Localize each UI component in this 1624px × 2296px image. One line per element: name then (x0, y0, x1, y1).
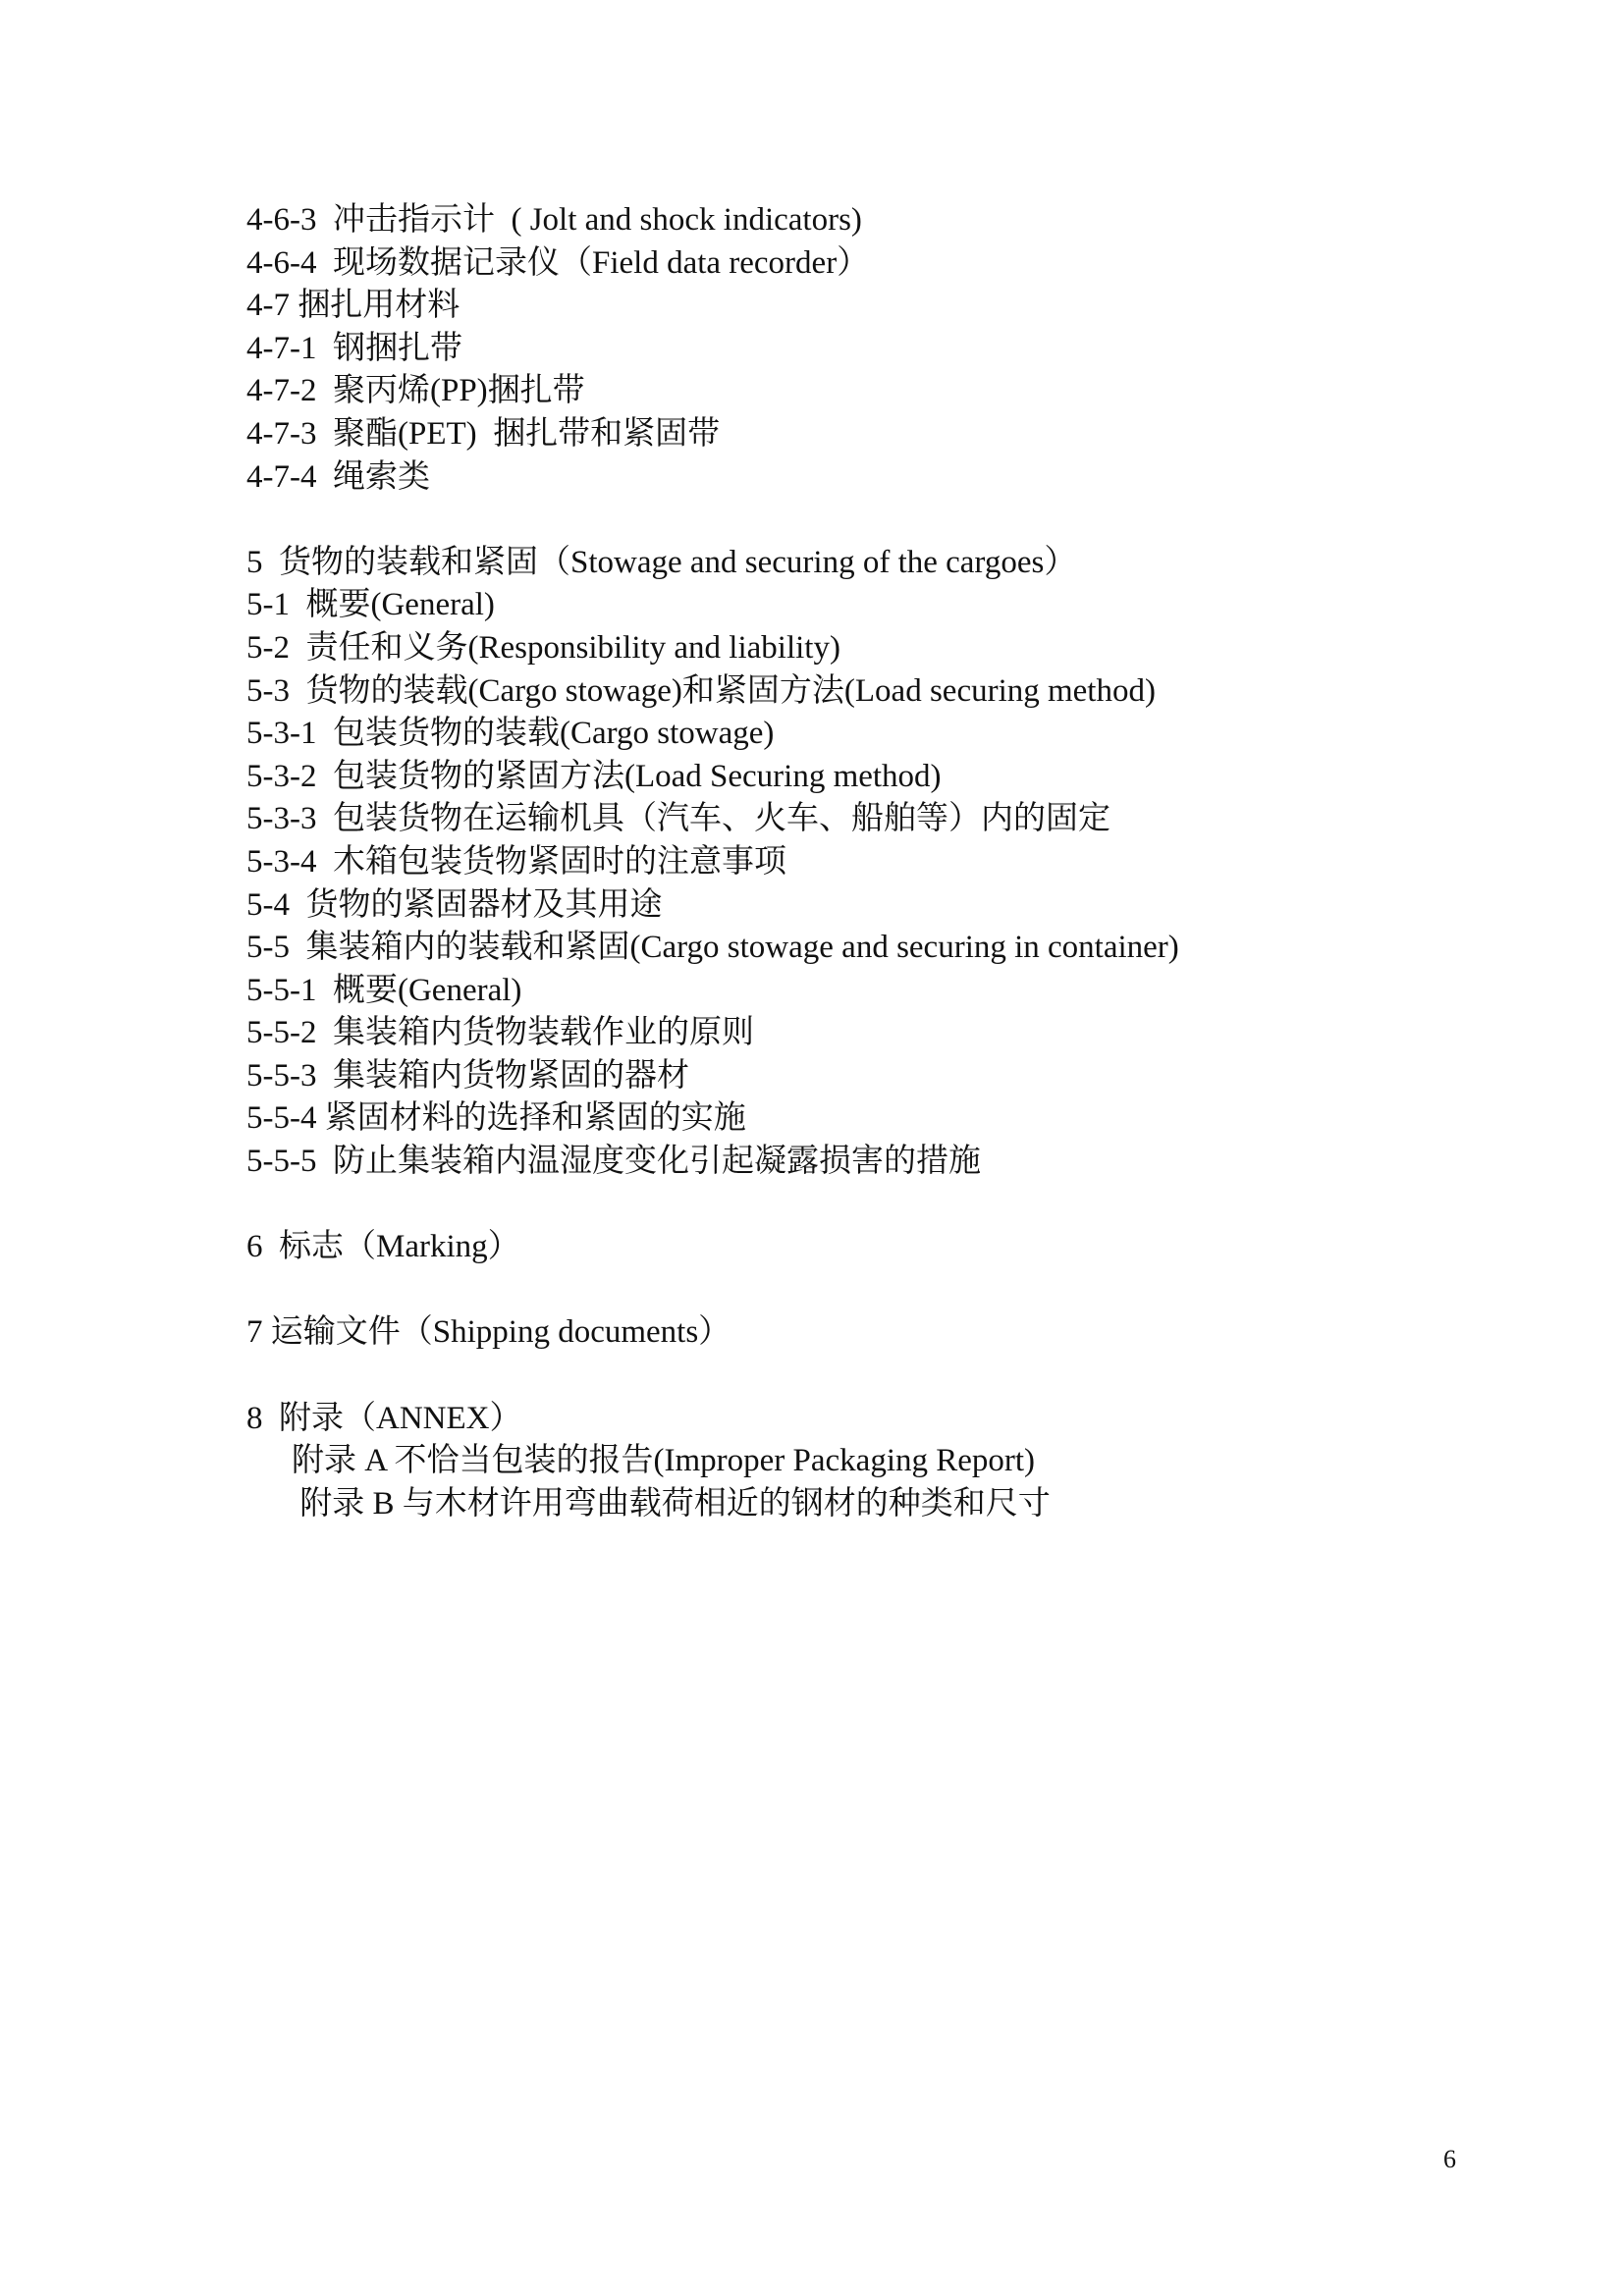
toc-entry-5-3: 5-3 货物的装载(Cargo stowage)和紧固方法(Load securing method) (246, 672, 1156, 709)
toc-entry-4-7-3: 4-7-3 聚酯(PET) 捆扎带和紧固带 (246, 415, 721, 452)
toc-entry-5-4: 5-4 货物的紧固器材及其用途 (246, 886, 663, 923)
toc-entry-5-2: 5-2 责任和义务(Responsibility and liability) (246, 629, 840, 666)
toc-entry-5-3-2: 5-3-2 包装货物的紧固方法(Load Securing method) (246, 758, 942, 794)
toc-entry-7: 7 运输文件（Shipping documents） (246, 1314, 731, 1351)
toc-entry-5-5-3: 5-5-3 集装箱内货物紧固的器材 (246, 1057, 689, 1094)
toc-entry-6: 6 标志（Marking） (246, 1229, 520, 1265)
spacer (246, 1269, 1523, 1312)
toc-entry-5-5: 5-5 集装箱内的装载和紧固(Cargo stowage and securing in container) (246, 930, 1179, 966)
toc-entry-4-6-3: 4-6-3 冲击指示计 ( Jolt and shock indicators) (246, 202, 862, 238)
toc-entry-4-7: 4-7 捆扎用材料 (246, 288, 460, 324)
toc-entry-5-5-2: 5-5-2 集装箱内货物装载作业的原则 (246, 1015, 754, 1051)
spacer (246, 1184, 1523, 1227)
toc-entry-5-5-1: 5-5-1 概要(General) (246, 972, 522, 1008)
toc-entry-4-7-1: 4-7-1 钢捆扎带 (246, 330, 462, 366)
toc-entry-5-1: 5-1 概要(General) (246, 587, 495, 623)
toc-entry-5-5-4: 5-5-4 紧固材料的选择和紧固的实施 (246, 1100, 746, 1137)
toc-entry-5-3-3: 5-3-3 包装货物在运输机具（汽车、火车、船舶等）内的固定 (246, 801, 1110, 837)
toc-entry-annex-b: 附录 B 与木材许用弯曲载荷相近的钢材的种类和尺寸 (292, 1485, 1051, 1522)
toc-entry-8: 8 附录（ANNEX） (246, 1400, 522, 1436)
toc-entry-5-3-4: 5-3-4 木箱包装货物紧固时的注意事项 (246, 843, 786, 880)
toc-entry-5: 5 货物的装载和紧固（Stowage and securing of the cargoes） (246, 544, 1077, 580)
table-of-contents (246, 199, 1523, 1525)
spacer (246, 499, 1523, 542)
toc-entry-5-5-5: 5-5-5 防止集装箱内温湿度变化引起凝露损害的措施 (246, 1144, 981, 1180)
toc-entry-annex-a: 附录 A 不恰当包装的报告(Improper Packaging Report) (292, 1443, 1036, 1479)
toc-entry-4-7-2: 4-7-2 聚丙烯(PP)捆扎带 (246, 373, 585, 409)
page-number: 6 (1443, 2145, 1456, 2173)
toc-entry-4-6-4: 4-6-4 现场数据记录仪（Field data recorder） (246, 244, 870, 281)
spacer (246, 1355, 1523, 1398)
toc-entry-5-3-1: 5-3-1 包装货物的装载(Cargo stowage) (246, 716, 775, 752)
toc-entry-4-7-4: 4-7-4 绳索类 (246, 458, 430, 495)
